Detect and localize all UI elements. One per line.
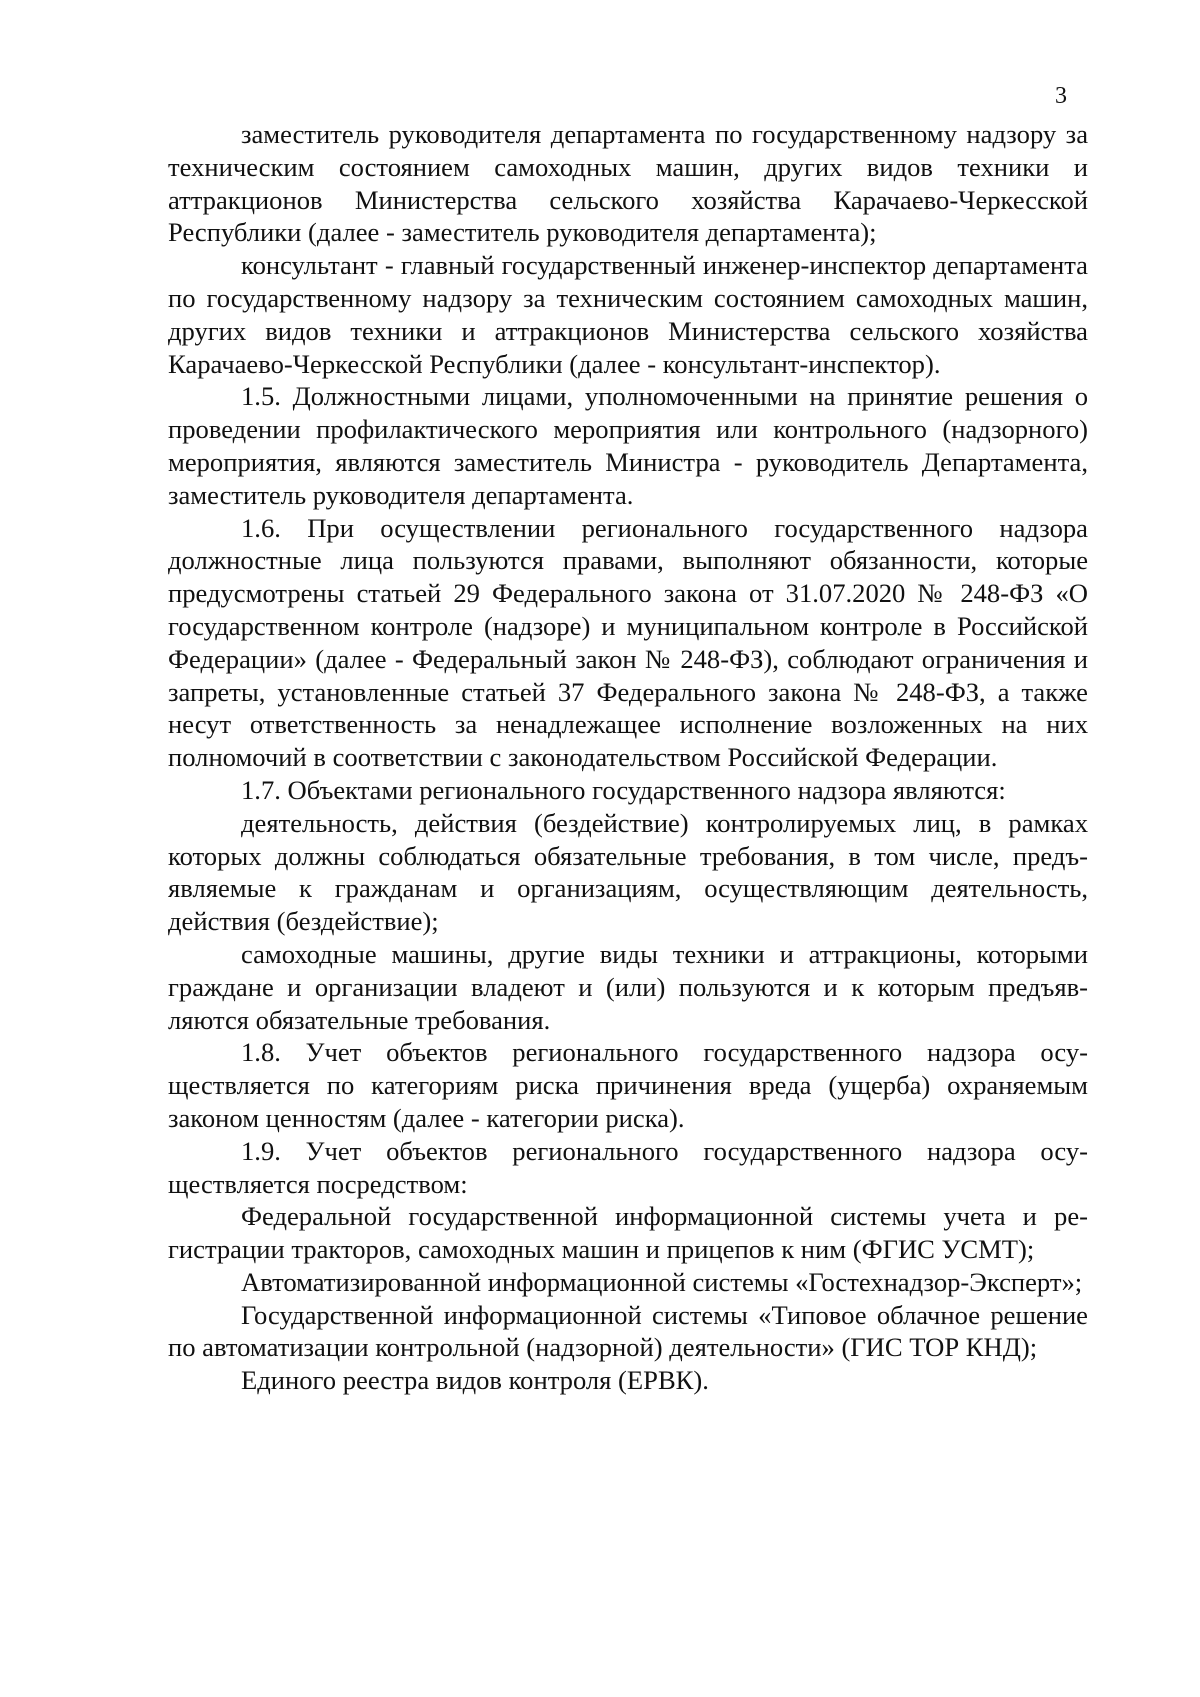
paragraph-consultant: консультант - главный государственный инженер-инспектор департамента по государственному надзору за техническим состоянием самоходных машин, других видов техники и аттракционов Министерства сельского хозяйства Карачаево-Черкесской Республики (далее - консультант-инспектор). bbox=[168, 250, 1088, 379]
paragraph-deputy-head: заместитель руководителя департамента по государственному надзору за техническим состоянием самоходных машин, других видов техники и аттракционов Министерства сельского хозяйства Карачаево-Черкесской Республики (далее - заместитель руководителя департамента); bbox=[168, 119, 1088, 248]
document-body bbox=[168, 118, 1088, 1397]
paragraph-1-8: 1.8. Учет объектов регионального государственного надзора осуществляется по категориям риска причинения вреда (ущерба) охраняемым законом ценностям (далее - категории риска). bbox=[168, 1037, 1088, 1133]
paragraph-objects-activity: деятельность, действия (бездействие) контролируемых лиц, в рамках которых должны соблюдаться обязательные требования, в том числе, предъявляемые к гражданам и организациям, осуществляющим деятельность, действия (бездействие); bbox=[168, 807, 1088, 937]
paragraph-fgis-usmt: Федеральной государственной информационной системы учета и регистрации тракторов, самоходных машин и прицепов к ним (ФГИС УСМТ); bbox=[168, 1201, 1088, 1265]
page-number: 3 bbox=[1055, 83, 1067, 109]
paragraph-ais-gostekhnadzor: Автоматизированной информационной системы «Гостехнадзор-Эксперт»; bbox=[241, 1266, 1083, 1297]
paragraph-1-5: 1.5. Должностными лицами, уполномоченными на принятие решения о проведении профилактического мероприятия или контрольного (надзорного) мероприятия, являются заместитель Министра - руководитель Департамента, заместитель руководителя департамента. bbox=[168, 381, 1088, 510]
paragraph-1-6: 1.6. При осуществлении регионального государственного надзора должностные лица пользуются правами, выполняют обязанности, которые предусмотрены статьей 29 Федерального закона от 31.07.2020 № 248-ФЗ «О государственном контроле (надзоре) и муниципальном контроле в Российской Федерации» (далее - Федеральный закон № 248-ФЗ), соблюдают ограничения и запреты, установленные статьей 37 Федерального закона № 248-ФЗ, а также несут ответственность за ненадлежащее исполнение возложенных на них полномочий в соответствии с законодательством Российской Федерации. bbox=[168, 512, 1088, 773]
paragraph-1-9: 1.9. Учет объектов регионального государственного надзора осуществляется посредством: bbox=[168, 1135, 1088, 1199]
paragraph-ervk: Единого реестра видов контроля (ЕРВК). bbox=[241, 1365, 709, 1396]
paragraph-gis-tor-knd: Государственной информационной системы «Типовое облачное решение по автоматизации контрольной (надзорной) деятельности» (ГИС ТОР КНД); bbox=[168, 1299, 1088, 1363]
paragraph-objects-machines: самоходные машины, другие виды техники и аттракционы, которыми граждане и организации владеют и (или) пользуются и к которым предъявляются обязательные требования. bbox=[168, 938, 1088, 1035]
paragraph-1-7: 1.7. Объектами регионального государственного надзора являются: bbox=[241, 774, 1006, 805]
